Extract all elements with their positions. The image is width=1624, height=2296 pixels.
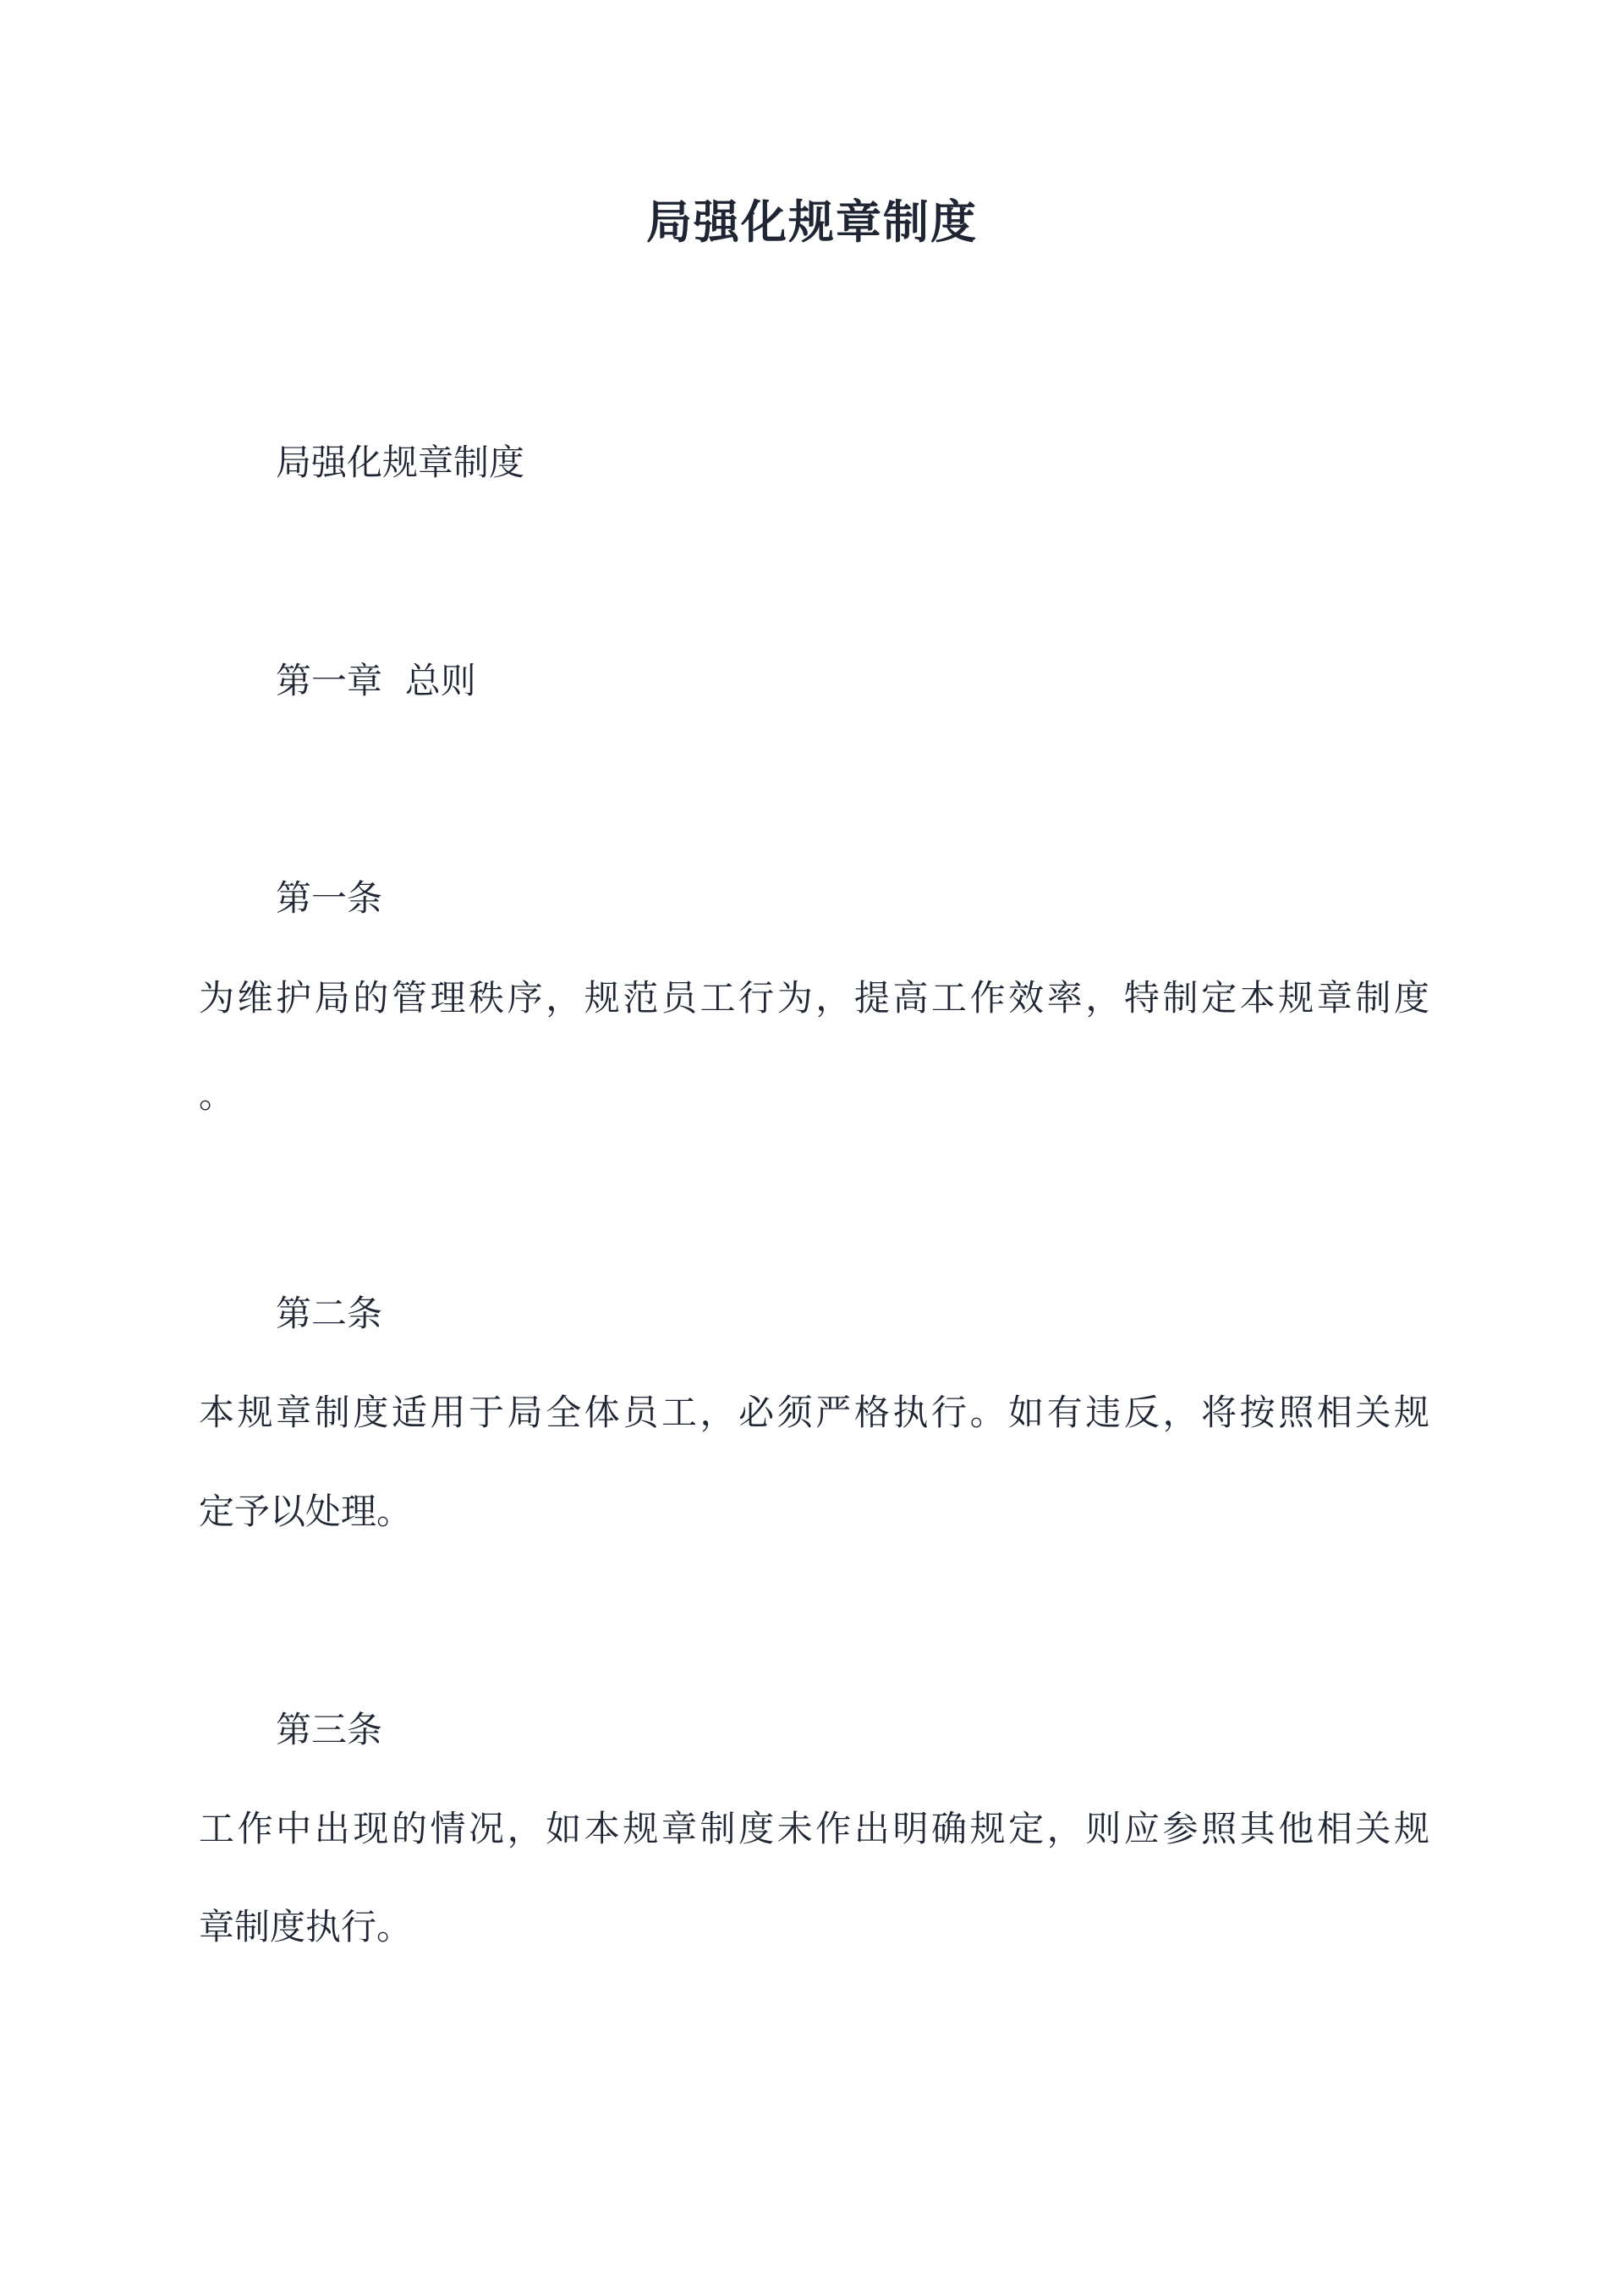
article-2-heading: 第二条: [276, 1293, 383, 1334]
chapter-heading: 第一章 总则: [276, 660, 476, 701]
article-1-line-2: 。: [199, 1074, 235, 1116]
article-3-heading: 第三条: [276, 1709, 383, 1750]
article-2-line-2: 定予以处理。: [199, 1491, 413, 1532]
article-3-line-2: 章制度执行。: [199, 1906, 413, 1947]
article-1-heading: 第一条: [276, 877, 383, 919]
article-2-line-1: 本规章制度适用于局全体员工，必须严格执行。如有违反，将按照相关规: [199, 1392, 1429, 1433]
article-3-line-1: 工作中出现的情况，如本规章制度未作出明确规定，则应参照其他相关规: [199, 1808, 1429, 1849]
document-title: 局强化规章制度: [646, 195, 978, 249]
document-subtitle: 局强化规章制度: [276, 442, 525, 483]
article-1-line-1: 为维护局的管理秩序，规范员工行为，提高工作效率，特制定本规章制度: [199, 977, 1429, 1019]
